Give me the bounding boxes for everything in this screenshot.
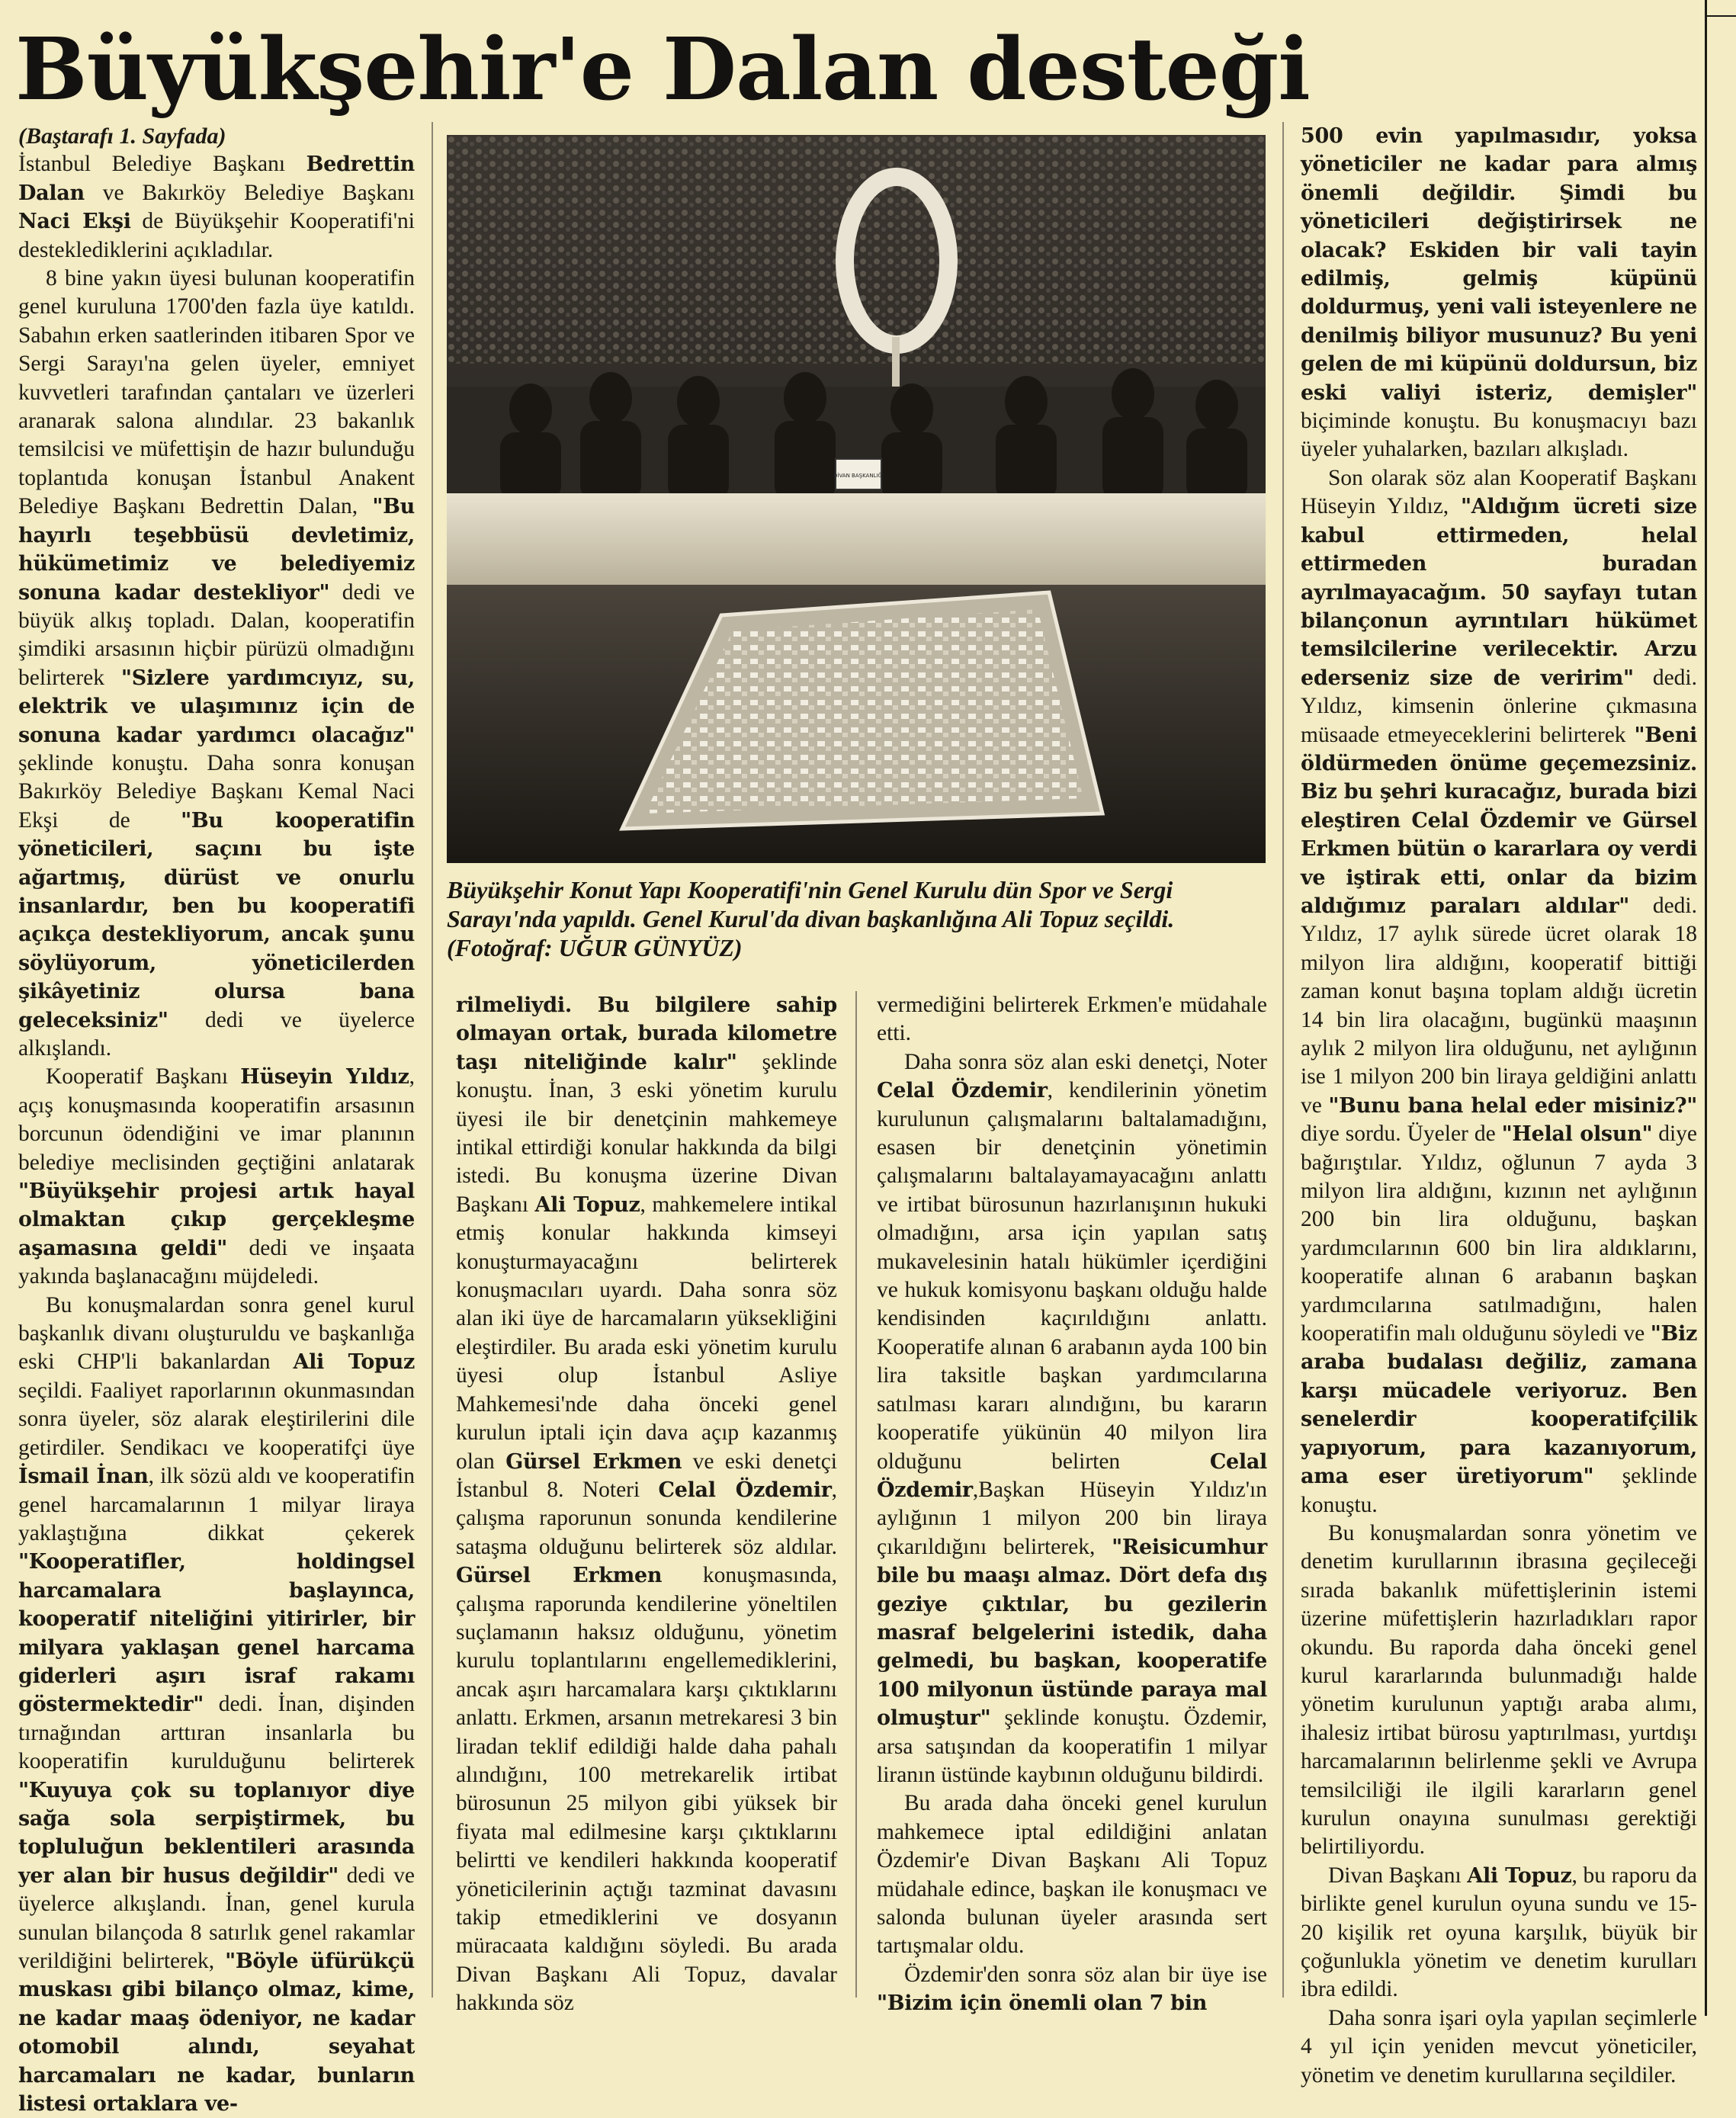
text-run: , bu raporu da birlikte genel kurulun oyuna sundu ve 15-20 kişilik ret oyuna karşılık, büyük bir çoğunlukla yönetim ve denetim kurulları ibra edildi. [1301,1863,1697,2002]
bold-quote-run: Hüseyin Yıldız [240,1065,409,1089]
article-column-4 [1301,122,1698,2088]
text-run: Daha sonra söz alan eski denetçi, Noter [904,1049,1267,1074]
bold-quote-run: "Aldığım ücreti size kabul ettirmeden, helal ettirmeden buradan ayrılmayacağım. 50 sayfayı tutan bilançonun ayrıntıları hükümet temsilcilerine verilecektir. Arzu ederseniz size de veririm" [1301,495,1697,690]
text-run: biçiminde konuştu. Bu konuşmacıyı bazı üyeler yuhalarken, bazıları alkışladı. [1301,409,1697,462]
bold-quote-run: "Böyle üfürükçü muskası gibi bilanço olmaz, kime, ne kadar maaş ödeniyor, ne kadar otomobil alındı, seyahat harcamaları ne kadar, bunların listesi ortaklara ve- [18,1950,415,2116]
top-right-rule [1705,15,1736,17]
assembly-photo [447,135,1266,863]
article-paragraph [1301,1862,1697,2004]
bold-quote-run: "Sizlere yardımcıyız, su, elektrik ve ulaşımınız için de sonuna kadar yardımcı olacağız" [18,666,415,747]
bold-quote-run: "Reisicumhur bile bu maaşı almaz. Dört defa dış geziye çıktılar, bu gezilerin masraf belgelerini istedik, daha gelmedi, bu başkan, kooperatife 100 milyonun üstünde paraya mal olmuştur" [877,1535,1267,1731]
text-run: de Büyükşehir Kooperatifi'ni desteklediklerini açıkladılar. [18,209,415,262]
text-run: Bu konuşmalardan sonra genel kurul başkanlık divanı oluşturuldu ve başkanlığa eski CHP'li bakanlardan [18,1292,415,1375]
bold-quote-run: "Bu hayırlı teşebbüsü devletimiz, hükümetimiz ve belediyemiz sonuna kadar destekliyor" [18,495,415,605]
text-run: dedi ve inşaata yakında başlanacağını müjdeledi. [18,1235,415,1289]
photo-illustration [447,135,1266,863]
text-run: Daha sonra işari oyla yapılan seçimlerle 4 yıl için yeniden mevcut yöneticiler, yönetim ve denetim kurullarına seçildiler. [1301,2005,1697,2088]
text-run: , ilk sözü aldı ve kooperatifin genel harcamalarının 1 milyar liraya yaklaştığına dikkat çekerek [18,1464,415,1545]
text-run: diye sordu. Üyeler de [1301,1122,1502,1147]
article-paragraph [1301,122,1697,464]
bold-quote-run: "Bizim için önemli olan 7 bin [877,1991,1208,2016]
article-paragraph [877,991,1267,1048]
bold-quote-run: Celal Özdemir [877,1079,1048,1103]
bold-quote-run: "Kuyuya çok su toplanıyor diye sağa sola serpiştirmek, bu topluluğun beklentileri arasında yer alan bir husus değildir" [18,1778,415,1888]
right-edge-rule [1705,0,1707,2016]
article-paragraph [877,1961,1267,2018]
bold-quote-run: Celal Özdemir [658,1478,832,1502]
text-run: şeklinde konuştu. Daha sonra konuşan Bakırköy Belediye Başkanı Kemal Naci Ekşi de [18,750,415,833]
article-paragraph [1301,1520,1697,1862]
column-rule-1 [432,122,433,1998]
continuation-source: (Baştarafı 1. Sayfada) [18,124,226,149]
bold-quote-run: Gürsel Erkmen [505,1449,682,1474]
text-run: seçildi. Faaliyet raporlarının okunmasından sonra üyeler, söz alarak eleştirilerini dile getirdiler. Sendikacı ve kooperatifçi üye [18,1378,415,1460]
bold-quote-run: Gürsel Erkmen [456,1564,663,1588]
text-run: vermediğini belirterek Erkmen'e müdahale etti. [877,993,1267,1046]
bold-quote-run: "Beni öldürmeden önüme geçemezsiniz. Biz bu şehri kuracağız, burada bizi eleştiren Celal Özdemir ve Gürsel Erkmen bütün o kararlara oy verdi ve iştirak etti, onlar da bizim aldığımız paraları aldılar" [1301,723,1697,918]
text-run: dedi ve büyük alkış topladı. Dalan, kooperatifin şimdiki arsasının hiçbir pürüzü olmadığını belirterek [18,579,415,690]
bold-quote-run: Ali Topuz [293,1350,415,1375]
bold-quote-run: "Büyükşehir projesi artık hayal olmaktan çıkıp gerçekleşme aşamasına geldi" [18,1179,415,1260]
article-paragraph [877,1048,1267,1790]
text-run: diye bağırıştılar. Yıldız, oğlunun 7 ayda 3 milyon lira aldığını, kızının net aylığının 200 bin lira olduğunu, başkan yardımcılarının 600 bin lira aldıklarını, kooperatife alınan 6 arabanın başkan yardımcılarına satılmadığını, halen kooperatifin malı olduğunu söyledi ve [1301,1122,1698,1346]
text-run: konuşmasında, çalışma raporunda kendilerine yöneltilen suçlamanın haksız olduğunu, yönetim kurulu toplantılarını engellemediklerini, ancak aşırı harcamalara karşı çıktıklarını anlattı. Erkmen, arsanın metrekaresi 3 bin liradan teklif edildiği halde daha pahalı alındığını, 100 metrekarelik irtibat bürosunun 25 milyon gibi yüksek bir fiyata mal edilmesine karşı çıktıklarını belirtti ve kendileri hakkında kooperatif yöneticilerinin açtığı tazminat davasını takip etmediklerini ve dosyanın müracaata kaldığını söyledi. Bu arada Divan Başkanı Ali Topuz, davalar hakkında söz [456,1563,837,2016]
text-run: dedi ve üyelerce alkışlandı. [18,1007,415,1061]
text-run: Özdemir'den sonra söz alan bir üye ise [904,1962,1267,1987]
text-run: , çalışma raporunun sonunda kendilerine sataşma olduğunu belirterek söz aldılar. [456,1477,837,1559]
text-run: Son olarak söz alan Kooperatif Başkanı Hüseyin Yıldız, [1301,465,1697,519]
column-rule-2 [855,991,857,1998]
text-run: ,Başkan Hüseyin Yıldız'ın aylığının 1 milyon 200 bin liraya çıkarıldığını belirterek, [877,1477,1267,1559]
text-run: Bu konuşmalardan sonra yönetim ve denetim kurullarının ibrasına geçileceği sırada bakanlık müfettişlerinin istemi üzerine müfettişlerin hazırladıkları rapor okundu. Bu raporda daha önceki genel kurul kararlarında bulunmadığı halde yönetim kurulunun yaptığı araba alımı, ihalesiz irtibat bürosu yaptırılması, yurtdışı harcamalarının belirlenme şekli ve Avrupa temsilciliği ile ilgili kararların genel kurulun onayına sunulması gerektiği belirtiliyordu. [1301,1520,1697,1860]
article-column-3 [877,991,1267,2016]
article-column-1 [18,122,416,2116]
text-run: Kooperatif Başkanı [46,1064,241,1089]
text-run: 8 bine yakın üyesi bulunan kooperatifin genel kuruluna 1700'den fazla üye katıldı. Sabahın erken saatlerinden itibaren Spor ve Sergi Sarayı'na gelen üyeler, emniyet kuvvetleri tarafından çantaları ve üzerleri aranarak salona alındılar. 23 bakanlık temsilcisi ve müfettişin de hazır bulunduğu toplantıda konuşan İstanbul Anakent Belediye Başkanı Bedrettin Dalan, [18,266,415,519]
article-paragraph [877,1789,1267,1960]
article-paragraph [18,1063,415,1291]
article-paragraph [1301,2004,1697,2090]
article-headline: Büyükşehir'e Dalan desteği [15,20,1310,120]
text-run: dedi. Yıldız, 17 aylık sürede ücret olarak 18 milyon lira aldığını, kooperatif bittiği zaman konut başına toplam aldığı ücretin 14 bin lira olacağını, bugünkü maaşının aylık 2 milyon lira olduğunu, net aylığının ise 1 milyon 200 bin liraya geldiğini anlattı ve [1301,893,1697,1118]
bold-quote-run: Ali Topuz [534,1192,640,1217]
bold-quote-run: 500 evin yapılmasıdır, yoksa yöneticiler ne kadar para almış önemli değildir. Şimdi bu yöneticileri değiştirirsek ne olacak? Eskiden bir vali tayin edilmiş, gelmiş küpünü doldurmuş, yeni vali isteyenlere ne denilmiş biliyor musunuz? Bu yeni gelen de mi küpünü doldursun, biz eski valiyi isteriz, demişler" [1301,124,1697,405]
text-run: şeklinde konuştu. İnan, 3 eski yönetim kurulu üyesi ile bir denetçinin mahkemeye intikal ettirdiği konular hakkında da bilgi istedi. Bu konuşma üzerine Divan Başkanı [456,1049,837,1217]
article-paragraph [18,265,415,1063]
text-run: , mahkemelere intikal etmiş konular hakkında kimseyi konuşturmayacağını belirterek konuşmacıları uyardı. Daha sonra söz alan iki üye de harcamaların yüksekliğini eleştirdiler. Bu arada eski yönetim kurulu üyesi olup İstanbul Asliye Mahkemesi'nde daha önceki genel kurulun iptali için dava açıp kazanmış olan [456,1192,837,1474]
text-run: ve eski denetçi İstanbul 8. Noteri [456,1449,837,1502]
column-rule-3 [1282,122,1284,1998]
text-run: , açış konuşmasında kooperatifin arsasının borcunun ödendiğini ve imar planının belediye meclisinden geçtiğini anlatarak [18,1064,415,1175]
article-paragraph [18,150,415,265]
bold-quote-run: İsmail İnan [18,1465,149,1489]
bold-quote-run: "Bu kooperatifin yöneticileri, saçını bu işte ağartmış, dürüst ve onurlu insanlardır, ben bu kooperatifi açıkça destekliyorum, ancak şunu söylüyorum, yöneticilerden şikâyetiniz olursa bana geleceksiniz" [18,808,415,1032]
bold-quote-run: Naci Ekşi [18,210,131,234]
text-run: dedi ve üyelerce alkışlandı. İnan, genel kurula sunulan bilançoda 8 satırlık genel rakamlar verildiğini belirterek, [18,1863,416,1973]
bold-quote-run: Celal Özdemir [877,1449,1267,1502]
photo-caption: Büyükşehir Konut Yapı Kooperatifi'nin Genel Kurulu dün Spor ve Sergi Sarayı'nda yapıldı. Genel Kurul'da divan başkanlığına Ali Topuz seçildi. (Fotoğraf: UĞUR GÜNYÜZ) [447,876,1175,961]
divan-sign-text: DİVAN BAŞKANLIĞI [833,473,884,479]
bold-quote-run: "Biz araba budalası değiliz, zamana karşı mücadele veriyoruz. Ben senelerdir kooperatifçilik yapıyorum, para kazanıyorum, ama eser üretiyorum" [1301,1322,1697,1489]
bold-quote-run: Ali Topuz [1467,1863,1572,1888]
bold-quote-run: Bedrettin Dalan [18,152,415,205]
text-run: , kendilerinin yönetim kurulunun çalışmalarını baltalamadığını, esasen bir denetçinin yönetimin çalışmalarını baltalayamayacağını anlattı ve irtibat bürosunun hazırlanışının hukuki olmadığını, arsa için yapılan satış mukavelesinin hatalı hükümler içerdiğini ve hukuk komisyonu başkanı olduğu halde kendisinden kaçırıldığını anlattı. Kooperatife alınan 6 arabanın ayda 100 bin lira taksitle başkan yardımcılarına satılması kararı alındığını, bu kararın kooperatife yükünün 40 milyon lira olduğunu belirten [877,1078,1267,1474]
text-run: Divan Başkanı [1328,1863,1468,1888]
text-run: İstanbul Belediye Başkanı [18,152,306,177]
article-paragraph [1301,464,1697,1520]
bold-quote-run: rilmeliydi. Bu bilgilere sahip olmayan ortak, burada kilometre taşı niteliğinde kalır" [456,993,837,1074]
text-run: Bu arada daha önceki genel kurulun mahkemece iptal edildiğini anlatan Özdemir'e Divan Başkanı Ali Topuz müdahale edince, başkan ile konuşmacı ve salonda bulunan üyeler arasında sert tartışmalar oldu. [877,1791,1267,1959]
bold-quote-run: "Kooperatifler, holdingsel harcamalara başlayınca, kooperatif niteliğini yitirirler, bir milyara yaklaşan genel harcama giderleri aşırı israf rakamı göstermektedir" [18,1550,415,1717]
text-run: dedi. İnan, dişinden tırnağından arttıran insanlarla bu kooperatifin kurulduğunu belirterek [18,1692,415,1774]
bold-quote-run: "Helal olsun" [1501,1122,1653,1147]
text-run: şeklinde konuştu. [1301,1464,1698,1517]
article-column-2 [456,991,837,2016]
column-1-body [18,150,415,2118]
bold-quote-run: "Bunu bana helal eder misiniz?" [1328,1093,1697,1118]
text-run: şeklinde konuştu. Özdemir, arsa satışından da kooperatifin 1 milyar liranın üstünde kaybının olduğunu bildirdi. [877,1706,1267,1787]
article-paragraph [18,1292,415,2118]
text-run: dedi. Yıldız, kimsenin önlerine çıkmasına müsaade etmeyeceklerini belirterek [1301,665,1697,747]
article-paragraph [456,991,837,2018]
text-run: ve Bakırköy Belediye Başkanı [84,180,415,205]
